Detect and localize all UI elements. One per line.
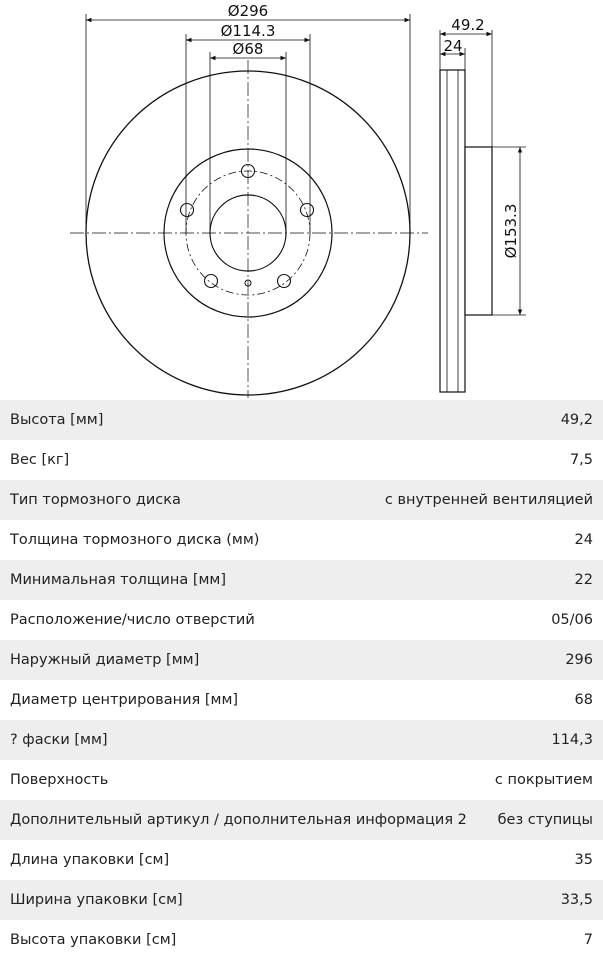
outer-diameter-label: Ø296	[227, 2, 269, 20]
spec-row	[0, 560, 603, 600]
specs-table	[0, 400, 603, 960]
spec-row	[0, 680, 603, 720]
spec-label: Ширина упаковки [см]	[10, 892, 183, 908]
technical-drawing-svg	[0, 0, 603, 400]
spec-row	[0, 520, 603, 560]
disc-friction-ring	[440, 70, 465, 392]
disc-front-view	[70, 60, 428, 398]
spec-value: 24	[574, 532, 593, 548]
spec-value: 7	[583, 932, 593, 948]
spec-row	[0, 760, 603, 800]
spec-row	[0, 920, 603, 960]
spec-value: 296	[565, 652, 593, 668]
spec-label: Вес [кг]	[10, 452, 70, 468]
spec-row	[0, 720, 603, 760]
spec-label: Высота [мм]	[10, 412, 104, 428]
spec-value: 05/06	[551, 612, 593, 628]
spec-value: 33,5	[560, 892, 593, 908]
spec-label: Поверхность	[10, 772, 109, 788]
center-bore-label: Ø68	[232, 40, 264, 58]
spec-row	[0, 600, 603, 640]
bolt-hole	[181, 204, 194, 217]
spec-value: с покрытием	[494, 772, 593, 788]
spec-label: Дополнительный артикул / дополнительная информация 2	[10, 812, 467, 828]
spec-value: 49,2	[560, 412, 593, 428]
spec-value: 7,5	[569, 452, 593, 468]
spec-label: Расположение/число отверстий	[10, 612, 255, 628]
spec-label: ? фаски [мм]	[10, 732, 108, 748]
spec-value: 22	[574, 572, 593, 588]
spec-value: 68	[574, 692, 593, 708]
hub-section	[465, 147, 492, 315]
spec-row	[0, 640, 603, 680]
spec-row	[0, 840, 603, 880]
spec-label: Минимальная толщина [мм]	[10, 572, 227, 588]
spec-row	[0, 800, 603, 840]
spec-label: Диаметр центрирования [мм]	[10, 692, 239, 708]
spec-value: с внутренней вентиляцией	[384, 492, 593, 508]
spec-row	[0, 400, 603, 440]
disc-side-view	[440, 70, 492, 392]
spec-row	[0, 440, 603, 480]
spec-label: Наружный диаметр [мм]	[10, 652, 200, 668]
spec-label: Толщина тормозного диска (мм)	[10, 532, 260, 548]
bolt-hole	[278, 275, 291, 288]
spec-row	[0, 480, 603, 520]
spec-value: 114,3	[551, 732, 593, 748]
spec-value: 35	[574, 852, 593, 868]
spec-row	[0, 880, 603, 920]
bolt-circle-label: Ø114.3	[220, 22, 276, 40]
hub-diameter-label: Ø153.3	[502, 203, 520, 259]
disc-thickness-label: 24	[443, 37, 463, 55]
spec-label: Высота упаковки [см]	[10, 932, 177, 948]
total-height-label: 49.2	[451, 16, 485, 34]
bolt-hole	[205, 275, 218, 288]
spec-label: Тип тормозного диска	[10, 492, 181, 508]
spec-label: Длина упаковки [см]	[10, 852, 170, 868]
spec-value: без ступицы	[497, 812, 593, 828]
brake-disc-drawing	[0, 0, 603, 400]
